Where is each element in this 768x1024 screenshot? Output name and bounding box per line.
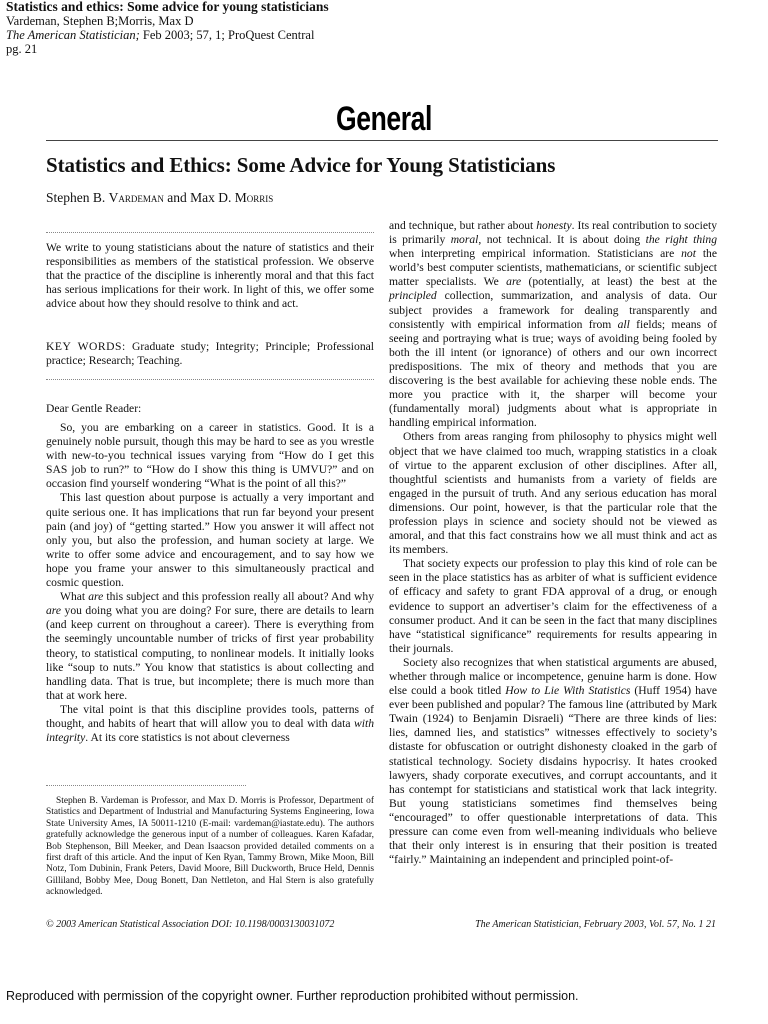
emphasis: principled bbox=[389, 289, 437, 303]
footnote-text: Stephen B. Vardeman is Professor, and Max D. Morris is Professor, Department of Statistics and Department of Industrial and Manufacturing Systems Engineering, Iowa State University Ames, IA 50011-1210 (E-mail: vardeman@iastate.edu). The authors gratefully acknowledge the generous input of a number of colleagues. Karen Kafadar, Bob Stephenson, Bill Meeker, and Dean Isaacson provided detailed comments on a first draft of this article. And the input of Ken Ryan, Tammy Brown, Mike Moon, Bill Notz, Tom Dubinin, Frank Peters, David Moore, Bill Duckworth, Bruce Held, Dennis Gilliland, Bobby Mee, Doug Bonett, Dan Nettleton, and Hal Stern is also gratefully acknowledged. bbox=[46, 796, 374, 898]
body-paragraph bbox=[389, 219, 717, 430]
proquest-header bbox=[6, 0, 606, 56]
emphasis: not bbox=[681, 247, 696, 261]
pq-citation bbox=[6, 28, 606, 42]
abstract bbox=[46, 241, 374, 311]
body-paragraph bbox=[389, 656, 717, 867]
emphasis: honesty bbox=[536, 219, 572, 232]
abstract-top-divider bbox=[46, 232, 374, 233]
footer-copyright: © 2003 American Statistical Association DOI: 10.1198/0003130031072 bbox=[46, 919, 335, 930]
text-run: you doing what you are doing? For sure, there are details to learn (and keep current on throughout a career). There is everything from the seemingly uncountable number of tricks of first year probability theory, to statistical computing, to nonlinear models. It initially looks like “soup to nuts.” You know that statistics is about collecting and handling data. That is true, but incomplete; there is much more than that at work here. bbox=[46, 604, 374, 702]
article-title: Statistics and Ethics: Some Advice for Young Statisticians bbox=[46, 153, 556, 177]
author2-last: Morris bbox=[234, 190, 274, 205]
text-run: when interpreting empirical information. Statisticians are bbox=[389, 247, 682, 261]
keywords-label: KEY WORDS: bbox=[46, 340, 126, 353]
emphasis: moral bbox=[450, 233, 479, 247]
article-authors bbox=[46, 190, 273, 206]
keywords-text: Graduate study; Integrity; Principle; Professional practice; Research; Teaching. bbox=[46, 340, 374, 368]
body-paragraph bbox=[46, 590, 374, 703]
emphasis: all bbox=[617, 317, 630, 331]
emphasis: are bbox=[46, 604, 62, 618]
left-column-body bbox=[46, 421, 374, 745]
salutation-text: Dear Gentle Reader: bbox=[46, 402, 142, 415]
text-run: . At its core statistics is not about cleverness bbox=[85, 731, 290, 745]
body-paragraph: So, you are embarking on a career in statistics. Good. It is a genuinely noble pursuit, though this may be hard to see as you wrestle with new-to-you technical issues varying from “How do I get this SAS job to run?” to “How do I show this thing is UMVU?” and on occasion find yourself wondering “What is the point of all this?” bbox=[46, 421, 374, 491]
body-paragraph: That society expects our profession to play this kind of role can be seen in the place statistics has as arbiter of what is sufficient evidence of efficacy and safety to grant FDA approval of a drug, or enough evidence to support an advertiser’s claim for the effectiveness of a consumer product. And it can be seen in the fact that many disciplines have “statistical significance” requirements for results appearing in their journals. bbox=[389, 557, 717, 655]
keywords bbox=[46, 340, 374, 368]
author-footnote bbox=[46, 796, 374, 899]
emphasis: with integrity bbox=[46, 716, 374, 745]
pq-journal: The American Statistician; bbox=[6, 28, 140, 42]
reproduction-notice: Reproduced with permission of the copyright owner. Further reproduction prohibited without permission. bbox=[6, 989, 579, 1003]
text-run: collection, summarization, and analysis of data. Our subject provides a framework for dealing transparently and consistently with empirical information from bbox=[389, 289, 717, 331]
section-rule bbox=[46, 140, 718, 141]
emphasis: are bbox=[88, 590, 104, 604]
pq-citation-rest: Feb 2003; 57, 1; ProQuest Central bbox=[139, 28, 315, 42]
text-run: , not technical. It is about doing bbox=[478, 233, 646, 247]
emphasis: the right thing bbox=[645, 233, 717, 247]
author1-last: Vardeman bbox=[108, 190, 164, 205]
body-paragraph: This last question about purpose is actually a very important and quite serious one. It has implications that run far beyond your present pain (and joy) of “getting started.” How you answer it will affect not only you, but also the profession, and human society at large. We write to offer some advice and encouragement, and to say how we hope you frame your answer to this simultaneously practical and cosmic question. bbox=[46, 491, 374, 590]
body-paragraph bbox=[46, 703, 374, 745]
text-run: Society also recognizes that when statistical arguments are abused, whether through malice or incompetence, genuine harm is done. How else could a book titled bbox=[389, 655, 717, 698]
right-column-body bbox=[389, 219, 717, 867]
text-run: (potentially, at least) the best at the bbox=[521, 275, 717, 289]
emphasis: are bbox=[506, 275, 522, 289]
keywords-divider bbox=[46, 379, 374, 380]
emphasis: How to Lie With Statistics bbox=[505, 684, 631, 698]
text-run: and technique, but rather about bbox=[389, 219, 537, 232]
authors-mid: and Max D. bbox=[163, 190, 235, 205]
body-paragraph: Others from areas ranging from philosophy to physics might well object that we have claimed too much, wrapping statistics in a cloak of virtue to the apparent exclusion of other disciplines. After all, thoughtful scientists and humanists from a variety of fields are engaged in the pursuit of truth. And any serious education has moral dimensions. Our point, however, is that the particular role that the profession plays in science and society should not be viewed as amoral, and that this fact constrains how we all must think and act as its members. bbox=[389, 430, 717, 557]
pq-title: Statistics and ethics: Some advice for young statisticians bbox=[6, 0, 329, 14]
text-run: this subject and this profession really all about? And why bbox=[103, 590, 374, 604]
text-run: The vital point is that this discipline provides tools, patterns of thought, and habits of heart that will allow you to deal with data bbox=[46, 702, 374, 730]
text-run: (Huff 1954) have ever been published and popular? The famous line (attributed by Mark Twain (1924) to Benjamin Disraeli) “There are three kinds of lies: lies, damned lies, and statistics” witnesses effectively to society’s distaste for obfuscation or outright dishonesty cloaked in the garb of statistical technology. Society disdains hypocrisy. It hates crooked lawyers, shady corporate executives, and corrupt accountants, and it has contempt for statisticians and statistical work that lack integrity. But young statisticians sometimes find themselves being “encouraged” to offer questionable interpretations of data. This pressure can come even from well-meaning individuals who believe that their only interest is in ensuring that their position is treated “fairly.” Maintaining an independent and principled point-of- bbox=[389, 684, 718, 867]
authors-prefix: Stephen B. bbox=[46, 190, 109, 205]
section-label: General bbox=[335, 100, 433, 138]
pq-authors: Vardeman, Stephen B;Morris, Max D bbox=[6, 14, 194, 28]
text-run: What bbox=[60, 590, 89, 604]
footnote-divider bbox=[46, 785, 246, 786]
salutation bbox=[46, 402, 374, 416]
abstract-text: We write to young statisticians about the nature of statistics and their responsibilities as members of the statistical profession. We observe that the practice of the discipline is inherently moral and that this fact has serious implications for their work. In light of this, we offer some advice about how they should resolve to think and act. bbox=[46, 241, 374, 311]
pq-page: pg. 21 bbox=[6, 42, 38, 56]
text-run: fields; means of seeing and portraying what is true; ways of avoiding being fooled by both the ill intent (or ignorance) of others and our own incorrect predispositions. The mix of theory and methods that you are discovering is the best available for achieving these noble ends. The more you practice with it, the sharper will become your (fundamentally moral) judgments about what is appropriate in handling empirical information. bbox=[389, 317, 717, 430]
text-run: . Its real contribution to society is primarily bbox=[389, 219, 717, 247]
footer-journal: The American Statistician, February 2003, Vol. 57, No. 1 21 bbox=[475, 919, 716, 930]
text-run: the world’s best computer scientists, mathematicians, or scientific subject matter specialists. We bbox=[389, 247, 718, 289]
